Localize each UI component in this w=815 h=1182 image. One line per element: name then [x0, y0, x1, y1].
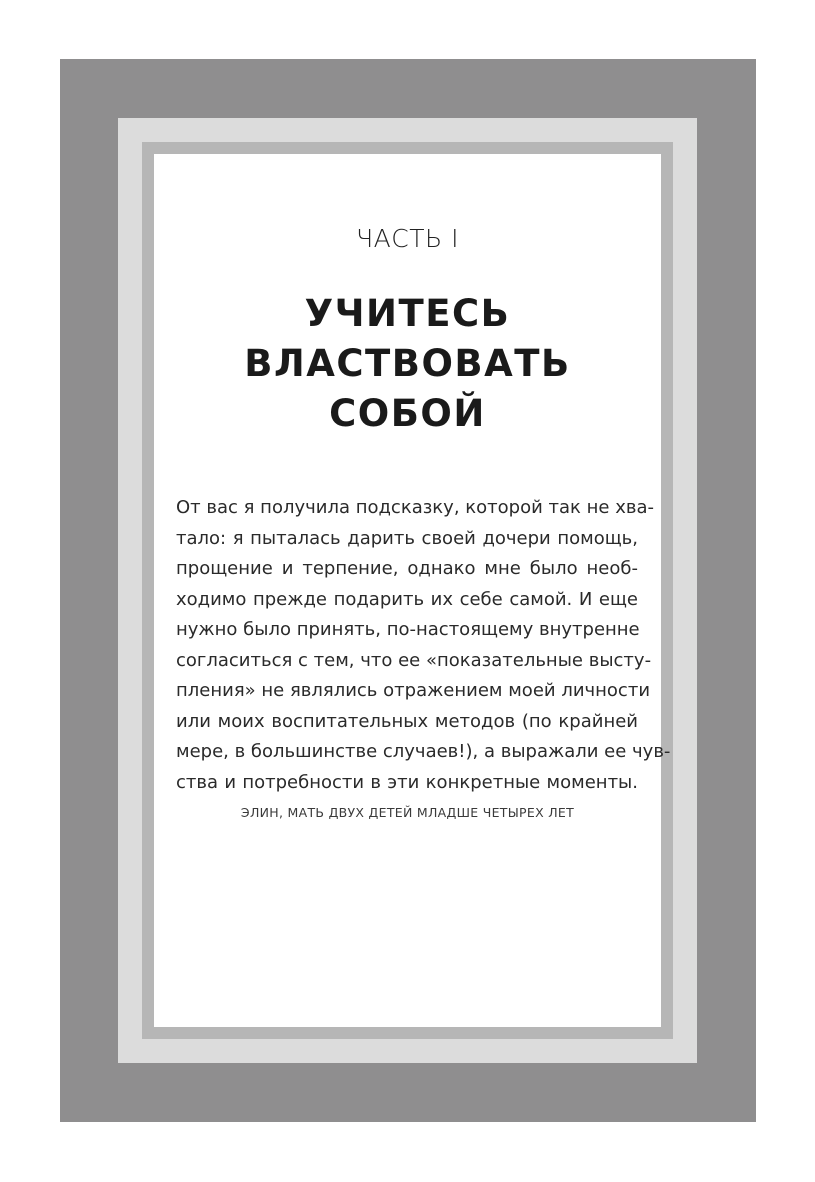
quote-line: ходимо прежде подарить их себе самой. И еще [176, 588, 638, 610]
title-line: СОБОЙ [329, 392, 486, 435]
quote-line: или моих воспитательных методов (по крайней [176, 710, 638, 732]
quote-line: мере, в большинстве случаев!), а выражали ее чув- [176, 741, 671, 762]
quote-attribution: ЭЛИН, МАТЬ ДВУХ ДЕТЕЙ МЛАДШЕ ЧЕТЫРЕХ ЛЕТ [240, 805, 575, 820]
quote-line: От вас я получила подсказку, которой так не хва- [176, 497, 654, 518]
part-label: ЧАСТЬ I [356, 224, 459, 253]
quote-line: ства и потребности в эти конкретные моменты. [176, 771, 638, 793]
quote-line: согласиться с тем, что ее «показательные высту- [176, 649, 652, 671]
quote-line: прощение и терпение, однако мне было необ- [176, 558, 638, 579]
quote-line: нужно было принять, по-настоящему внутренне [176, 619, 640, 640]
quote-line: тало: я пыталась дарить своей дочери помощь, [176, 527, 638, 549]
part-title [154, 289, 661, 439]
title-line: ВЛАСТВОВАТЬ [244, 342, 571, 385]
quote-line: пления» не являлись отражением моей личности [176, 680, 651, 701]
epigraph-quote [176, 493, 671, 798]
title-line: УЧИТЕСЬ [304, 292, 511, 335]
